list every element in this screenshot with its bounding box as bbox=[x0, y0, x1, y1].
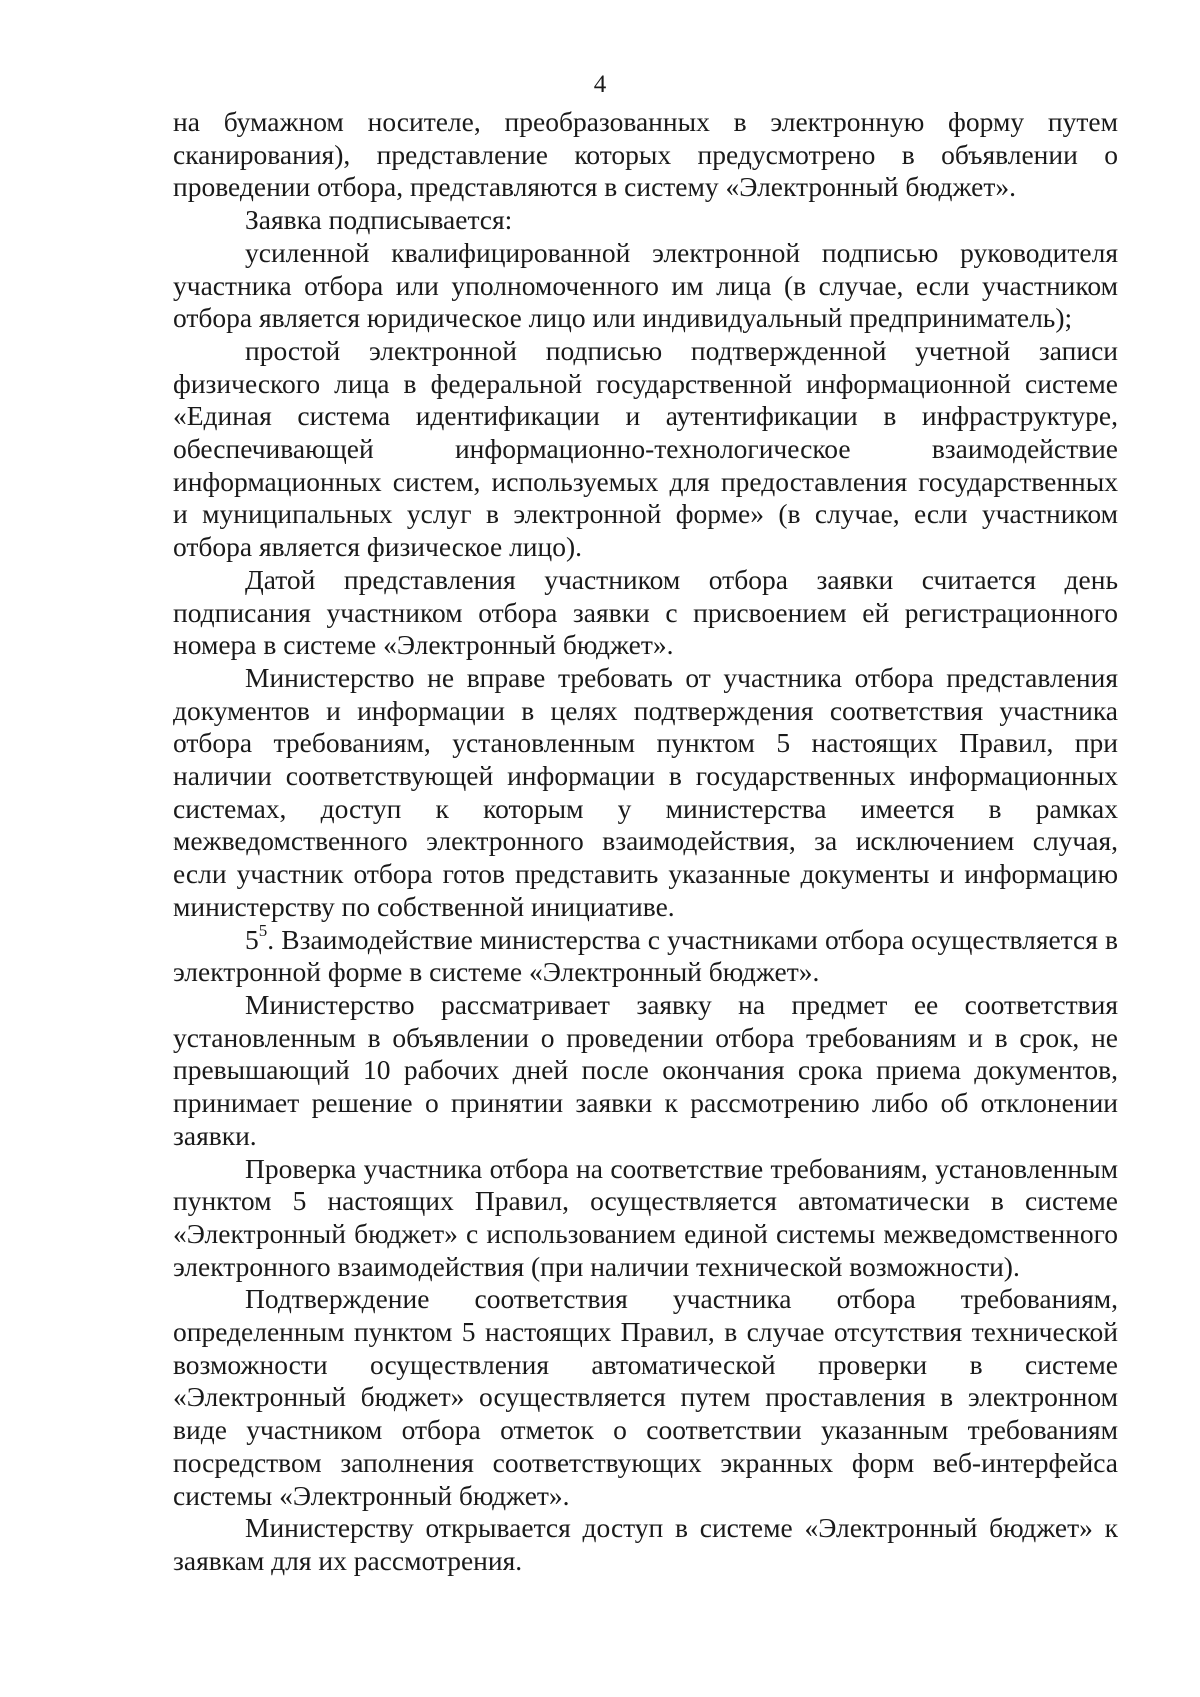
paragraph: Министерство рассматривает заявку на предмет ее соответствия установленным в объявлении о проведении отбора требованиям и в срок, не превышающий 10 рабочих дней после окончания срока приема документов, принимает решение о принятии заявки к рассмотрению либо об отклонении заявки. bbox=[173, 988, 1118, 1151]
clause-superscript: 5 bbox=[258, 921, 268, 941]
clause-number: 5 bbox=[245, 923, 259, 955]
paragraph: Заявка подписывается: bbox=[245, 204, 513, 236]
paragraph: Проверка участника отбора на соответствие требованиям, установленным пунктом 5 настоящих Правил, осуществляется автоматически в системе «Электронный бюджет» с использованием единой системы межведомственного электронного взаимодействия (при наличии технической возможности). bbox=[173, 1152, 1118, 1282]
paragraph: на бумажном носителе, преобразованных в электронную форму путем сканирования), представление которых предусмотрено в объявлении о проведении отбора, представляются в систему «Электронный бюджет». bbox=[173, 106, 1118, 203]
document-body bbox=[173, 106, 1118, 1578]
paragraph: Министерству открывается доступ в системе «Электронный бюджет» к заявкам для их рассмотрения. bbox=[173, 1512, 1118, 1576]
clause-text: . Взаимодействие министерства с участниками отбора осуществляется в электронной форме в системе «Электронный бюджет». bbox=[173, 923, 1118, 988]
paragraph: простой электронной подписью подтвержденной учетной записи физического лица в федеральной государственной информационной системе «Единая система идентификации и аутентификации в инфраструктуре, обеспечивающей информационно-технологическое взаимодействие информационных систем, используемых для предоставления государственных и муниципальных услуг в электронной форме» (в случае, если участником отбора является физическое лицо). bbox=[173, 334, 1118, 563]
paragraph-clause-5-5 bbox=[173, 921, 1118, 989]
paragraph: Подтверждение соответствия участника отбора требованиям, определенным пунктом 5 настоящих Правил, в случае отсутствия технической возможности осуществления автоматической проверки в системе «Электронный бюджет» осуществляется путем проставления в электронном виде участником отбора отметок о соответствии указанным требованиям посредством заполнения соответствующих экранных форм веб-интерфейса системы «Электронный бюджет». bbox=[173, 1283, 1118, 1511]
paragraph: Датой представления участником отбора заявки считается день подписания участником отбора заявки с присвоением ей регистрационного номера в системе «Электронный бюджет». bbox=[173, 563, 1118, 661]
paragraph: усиленной квалифицированной электронной подписью руководителя участника отбора или уполномоченного им лица (в случае, если участником отбора является юридическое лицо или индивидуальный предприниматель); bbox=[173, 236, 1118, 334]
page-number: 4 bbox=[593, 71, 607, 98]
paragraph: Министерство не вправе требовать от участника отбора представления документов и информации в целях подтверждения соответствия участника отбора требованиям, установленным пунктом 5 настоящих Правил, при наличии соответствующей информации в государственных информационных системах, доступ к которым у министерства имеется в рамках межведомственного электронного взаимодействия, за исключением случая, если участник отбора готов представить указанные документы и информацию министерству по собственной инициативе. bbox=[173, 661, 1118, 922]
